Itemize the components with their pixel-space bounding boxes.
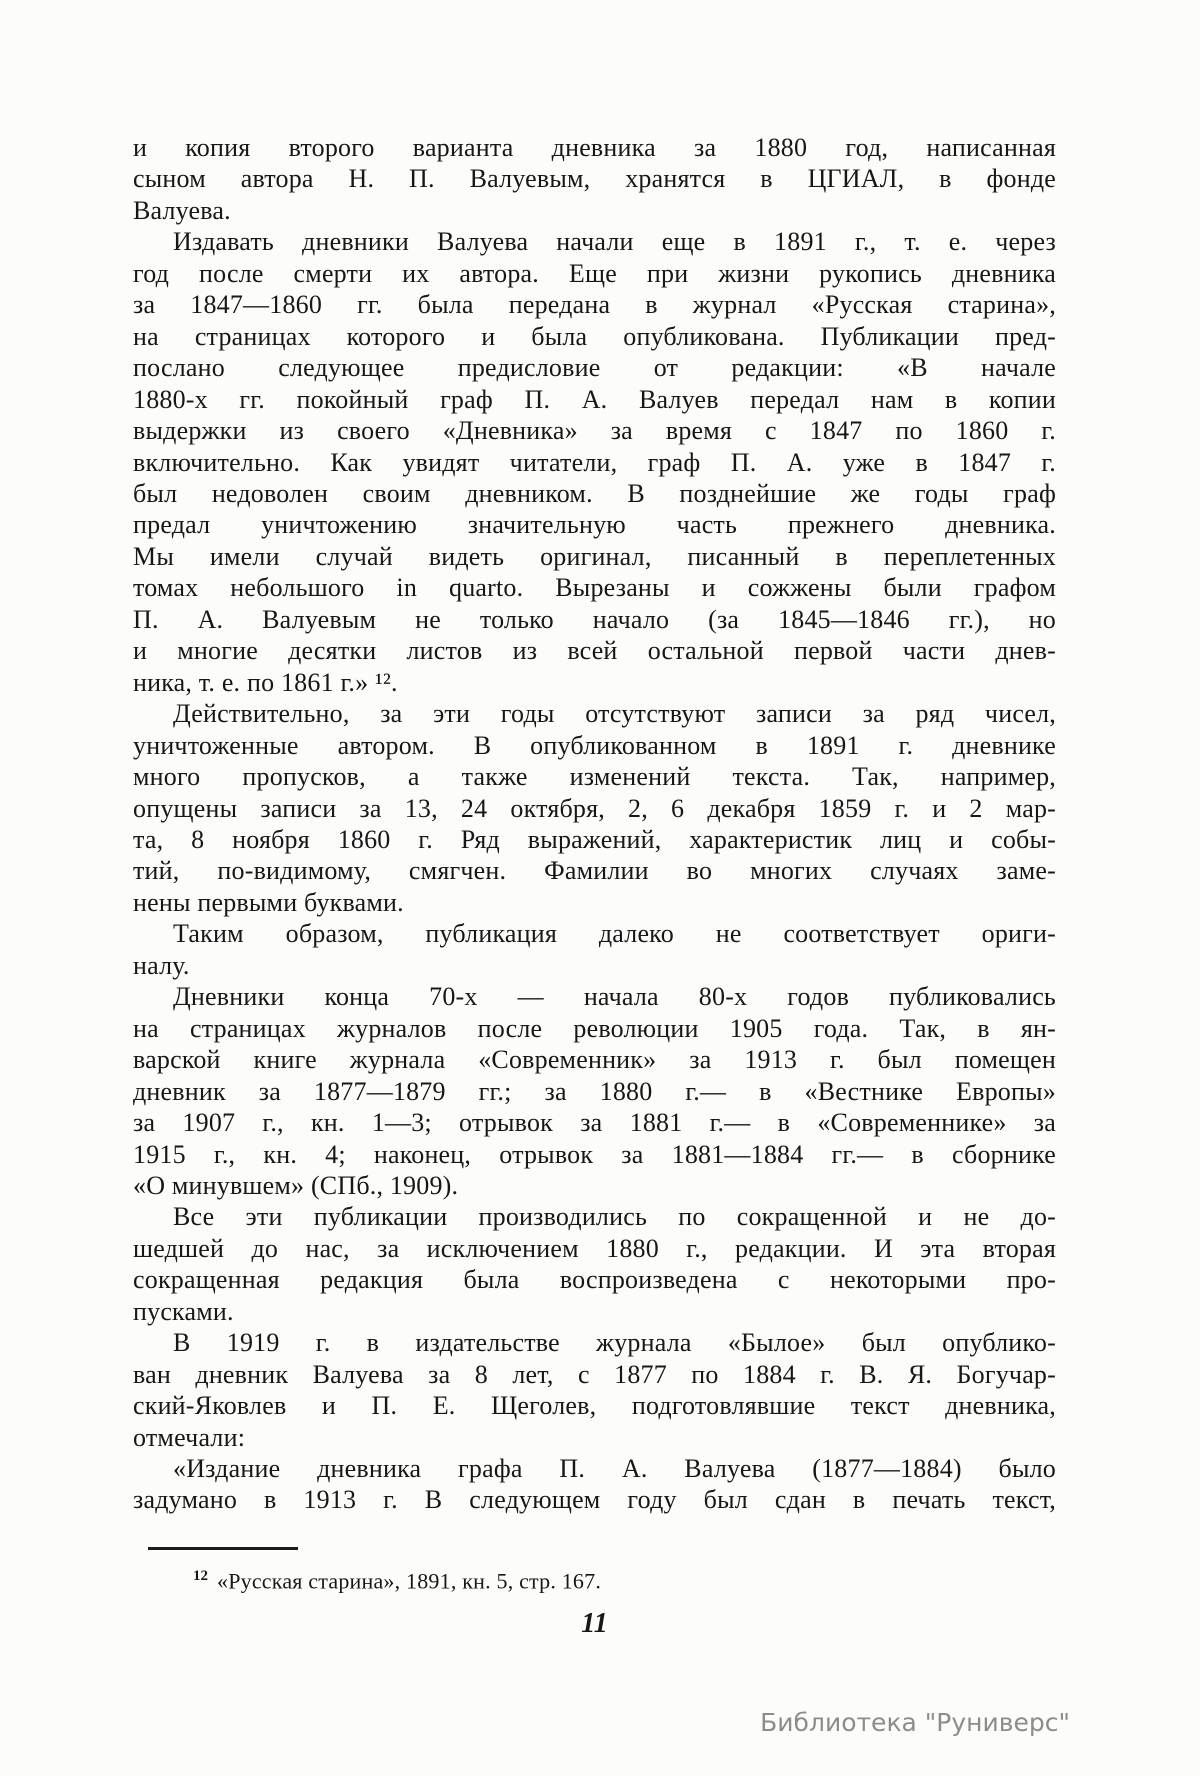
text-line: 1915 г., кн. 4; наконец, отрывок за 1881—1884 гг.— в сборнике — [133, 1139, 1056, 1169]
page-number: 11 — [581, 1608, 608, 1639]
text-line: Валуева. — [133, 195, 231, 225]
text-line: варской книге журнала «Современник» за 1913 г. был помещен — [133, 1045, 1056, 1075]
text-line: выдержки из своего «Дневника» за время с 1847 по 1860 г. — [133, 416, 1056, 446]
text-line: томах небольшого in quarto. Вырезаны и сожжены были графом — [133, 573, 1056, 603]
text-line: был недоволен своим дневником. В позднейшие же годы граф — [133, 478, 1056, 508]
text-line: сокращенная редакция была воспроизведена с некоторыми про- — [133, 1265, 1056, 1295]
library-watermark: Библиотека "Руниверс" — [760, 1708, 1070, 1737]
text-line: ван дневник Валуева за 8 лет, с 1877 по 1884 г. В. Я. Богучар- — [133, 1359, 1056, 1389]
text-line: и многие десятки листов из всей остальной первой части днев- — [133, 636, 1056, 666]
text-line: послано следующее предисловие от редакции: «В начале — [133, 353, 1056, 383]
text-line: Действительно, за эти годы отсутствуют записи за ряд чисел, — [173, 699, 1056, 729]
text-line: 1880-х гг. покойный граф П. А. Валуев передал нам в копии — [133, 384, 1056, 414]
text-line: дневник за 1877—1879 гг.; за 1880 г.— в «Вестнике Европы» — [133, 1076, 1056, 1106]
body-text-column — [133, 132, 1056, 1516]
text-line: за 1907 г., кн. 1—3; отрывок за 1881 г.— в «Современнике» за — [133, 1108, 1056, 1138]
text-line: ника, т. е. по 1861 г.» ¹². — [133, 667, 398, 697]
text-line: Таким образом, публикация далеко не соответствует ориги- — [173, 919, 1056, 949]
footnote — [193, 1563, 933, 1594]
text-line: ский-Яковлев и П. Е. Щеголев, подготовлявшие текст дневника, — [133, 1391, 1056, 1421]
text-line: «О минувшем» (СПб., 1909). — [133, 1170, 459, 1200]
text-line: тий, по-видимому, смягчен. Фамилии во многих случаях заме- — [133, 856, 1056, 886]
text-line: Все эти публикации производились по сокращенной и не до- — [173, 1202, 1056, 1232]
footnote-divider-rule — [148, 1547, 298, 1550]
text-line: включительно. Как увидят читатели, граф П. А. уже в 1847 г. — [133, 447, 1056, 477]
text-line: та, 8 ноября 1860 г. Ряд выражений, характеристик лиц и собы- — [133, 824, 1056, 854]
text-line: отмечали: — [133, 1422, 246, 1452]
text-line: П. А. Валуевым не только начало (за 1845—1846 гг.), но — [133, 604, 1056, 634]
text-line: нены первыми буквами. — [133, 887, 404, 917]
text-line: шедшей до нас, за исключением 1880 г., редакции. И эта вторая — [133, 1233, 1056, 1263]
text-line: В 1919 г. в издательстве журнала «Былое» был опублико- — [173, 1328, 1056, 1358]
text-line: Издавать дневники Валуева начали еще в 1891 г., т. е. через — [173, 227, 1056, 257]
footnote-text: «Русская старина», 1891, кн. 5, стр. 167. — [217, 1568, 602, 1594]
text-line: «Издание дневника графа П. А. Валуева (1877—1884) было — [173, 1454, 1056, 1484]
text-line: пусками. — [133, 1296, 234, 1326]
text-line: за 1847—1860 гг. была передана в журнал «Русская старина», — [133, 290, 1056, 320]
text-line: и копия второго варианта дневника за 1880 год, написанная — [133, 133, 1056, 162]
footnote-marker: 12 — [193, 1568, 208, 1584]
text-line: много пропусков, а также изменений текста. Так, например, — [133, 762, 1056, 792]
text-line: на страницах которого и была опубликована. Публикации пред- — [133, 321, 1056, 351]
text-line: сыном автора Н. П. Валуевым, хранятся в ЦГИАЛ, в фонде — [133, 164, 1056, 194]
text-line: предал уничтожению значительную часть прежнего дневника. — [133, 510, 1056, 540]
text-line: Мы имели случай видеть оригинал, писанный в переплетенных — [133, 541, 1056, 571]
text-line: уничтоженные автором. В опубликованном в 1891 г. дневнике — [133, 730, 1056, 760]
text-line: на страницах журналов после революции 1905 года. Так, в ян- — [133, 1013, 1056, 1043]
text-line: налу. — [133, 950, 190, 980]
text-line: задумано в 1913 г. В следующем году был сдан в печать текст, — [133, 1485, 1056, 1515]
text-line: опущены записи за 13, 24 октября, 2, 6 декабря 1859 г. и 2 мар- — [133, 793, 1056, 823]
text-line: год после смерти их автора. Еще при жизни рукопись дневника — [133, 258, 1056, 288]
text-line: Дневники конца 70-х — начала 80-х годов публиковались — [173, 982, 1056, 1012]
